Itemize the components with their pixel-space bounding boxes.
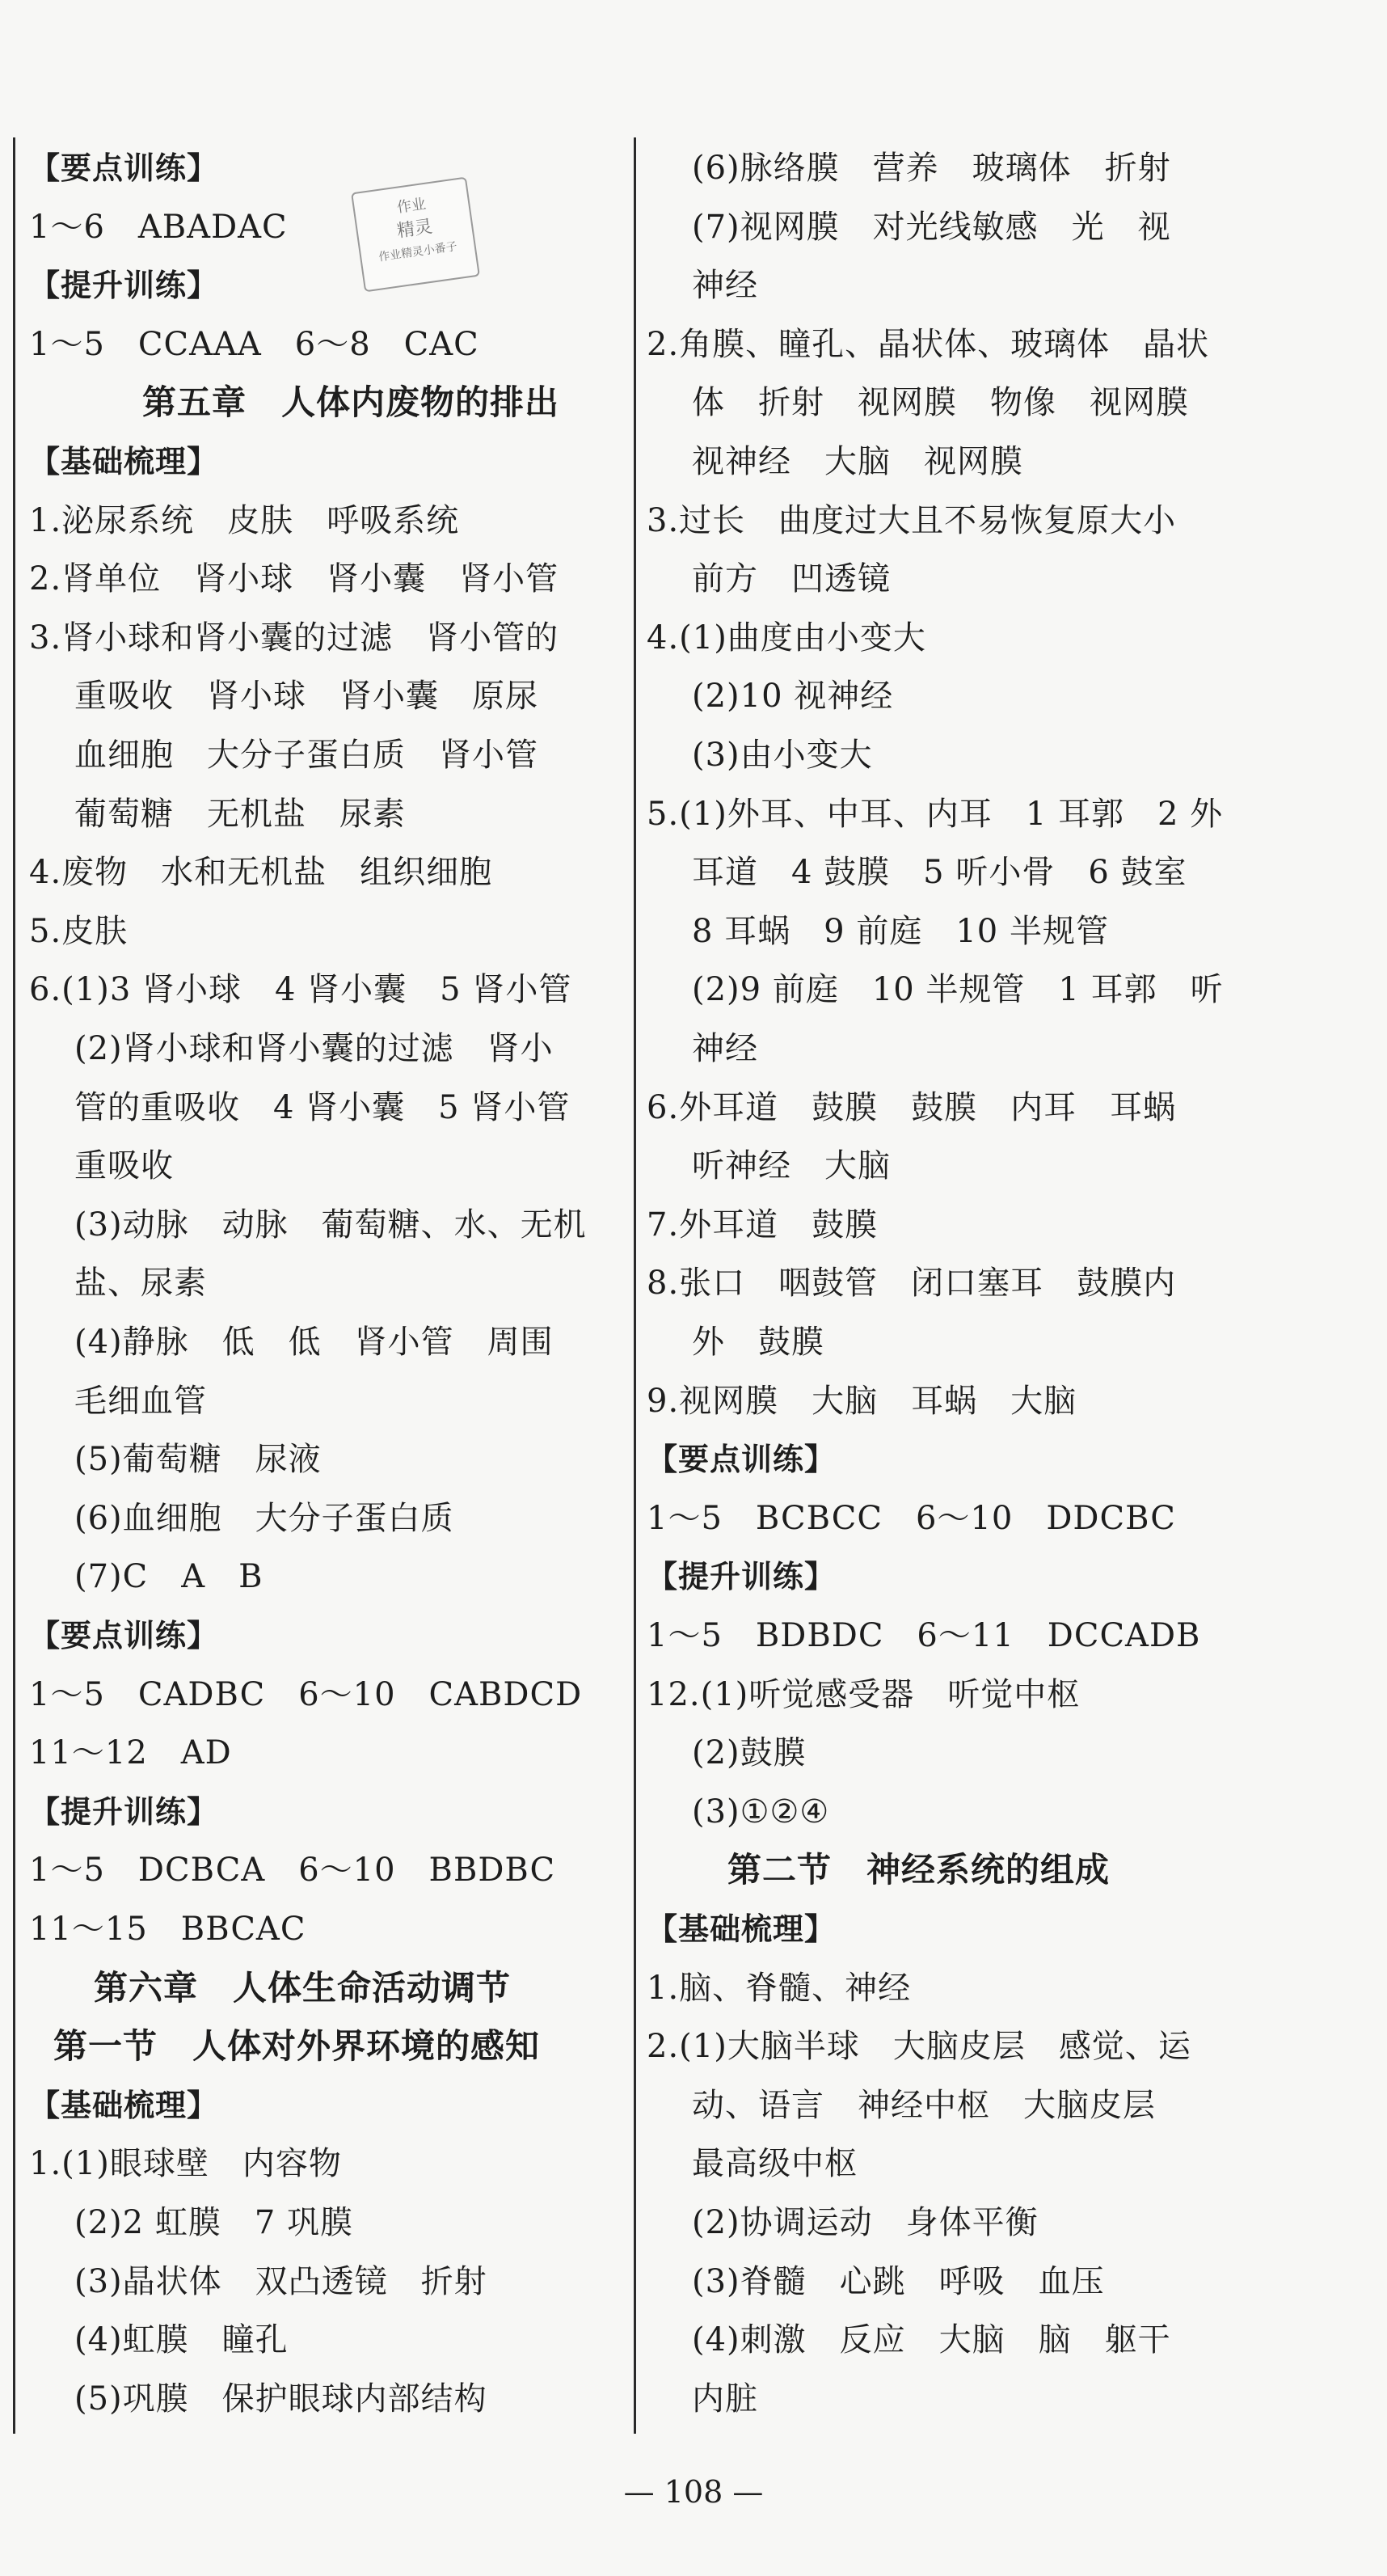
left-line-27: 11～12 AD (29, 1734, 232, 1772)
left-line-31: 第六章 人体生命活动调节 (94, 1967, 512, 2008)
right-line-36: (3)脊髓 心跳 呼吸 血压 (692, 2262, 1105, 2300)
left-line-16: 管的重吸收 4 肾小囊 5 肾小管 (74, 1088, 571, 1126)
page-number: — 108 — (623, 2474, 764, 2510)
left-line-32: 第一节 人体对外界环境的感知 (53, 2026, 541, 2067)
right-line-22: 【要点训练】 (647, 1442, 837, 1478)
right-line-1: (7)视网膜 对光线敏感 光 视 (692, 208, 1171, 246)
left-line-12: 4.废物 水和无机盐 组织细胞 (29, 854, 493, 892)
left-line-37: (4)虹膜 瞳孔 (74, 2321, 289, 2359)
right-line-38: 内脏 (692, 2380, 758, 2418)
left-line-22: (5)葡萄糖 尿液 (74, 1441, 322, 1479)
left-border-rule (13, 137, 15, 2434)
left-line-35: (2)2 虹膜 7 巩膜 (74, 2204, 353, 2241)
left-line-25: 【要点训练】 (29, 1618, 219, 1653)
left-line-28: 【提升训练】 (29, 1793, 219, 1830)
right-line-27: (2)鼓膜 (692, 1734, 807, 1772)
right-line-7: 前方 凹透镜 (692, 560, 891, 598)
right-line-35: (2)协调运动 身体平衡 (692, 2204, 1039, 2241)
right-line-12: 耳道 4 鼓膜 5 听小骨 6 鼓室 (692, 854, 1187, 892)
left-line-15: (2)肾小球和肾小囊的过滤 肾小 (74, 1030, 554, 1067)
right-line-34: 最高级中枢 (692, 2145, 858, 2183)
left-line-18: (3)动脉 动脉 葡萄糖、水、无机 (74, 1206, 587, 1244)
left-line-26: 1～5 CADBC 6～10 CABDCD (29, 1675, 583, 1713)
right-line-8: 4.(1)曲度由小变大 (647, 619, 926, 657)
left-line-34: 1.(1)眼球壁 内容物 (29, 2145, 342, 2183)
right-line-23: 1～5 BCBCC 6～10 DDCBC (647, 1499, 1176, 1537)
left-line-38: (5)巩膜 保护眼球内部结构 (74, 2380, 487, 2418)
right-line-31: 1.脑、脊髓、神经 (647, 1969, 912, 2007)
stamp-line-2: 精灵 (395, 217, 434, 243)
right-line-18: 7.外耳道 鼓膜 (647, 1206, 879, 1244)
stamp-line-1: 作业 (395, 195, 428, 217)
stamp-line-3: 作业精灵小番子 (377, 240, 458, 264)
left-line-10: 血细胞 大分子蛋白质 肾小管 (74, 737, 538, 774)
right-line-21: 9.视网膜 大脑 耳蜗 大脑 (647, 1382, 1077, 1420)
right-line-19: 8.张口 咽鼓管 闭口塞耳 鼓膜内 (647, 1265, 1177, 1303)
left-line-13: 5.皮肤 (29, 912, 129, 950)
left-line-9: 重吸收 肾小球 肾小囊 原尿 (74, 678, 538, 716)
left-line-2: 【提升训练】 (29, 268, 219, 304)
right-line-3: 2.角膜、瞳孔、晶状体、玻璃体 晶状 (647, 325, 1210, 363)
left-line-4: 第五章 人体内废物的排出 (142, 382, 560, 423)
right-line-16: 6.外耳道 鼓膜 鼓膜 内耳 耳蜗 (647, 1088, 1177, 1126)
right-line-13: 8 耳蜗 9 前庭 10 半规管 (692, 912, 1109, 950)
right-line-11: 5.(1)外耳、中耳、内耳 1 耳郭 2 外 (647, 795, 1224, 833)
right-line-4: 体 折射 视网膜 物像 视网膜 (692, 384, 1189, 422)
left-line-11: 葡萄糖 无机盐 尿素 (74, 795, 406, 833)
left-line-7: 2.肾单位 肾小球 肾小囊 肾小管 (29, 560, 559, 598)
watermark-stamp (351, 177, 480, 293)
right-line-29: 第二节 神经系统的组成 (727, 1850, 1111, 1890)
right-line-14: (2)9 前庭 10 半规管 1 耳郭 听 (692, 971, 1224, 1009)
left-line-33: 【基础梳理】 (29, 2087, 219, 2123)
left-line-19: 盐、尿素 (74, 1265, 207, 1303)
right-line-28: (3)①②④ (692, 1793, 830, 1831)
right-line-25: 1～5 BDBDC 6～11 DCCADB (647, 1617, 1201, 1654)
right-line-6: 3.过长 曲度过大且不易恢复原大小 (647, 501, 1177, 539)
right-line-33: 动、语言 神经中枢 大脑皮层 (692, 2086, 1156, 2124)
right-line-2: 神经 (692, 267, 758, 305)
right-line-32: 2.(1)大脑半球 大脑皮层 感觉、运 (647, 2028, 1191, 2066)
right-line-10: (3)由小变大 (692, 737, 873, 774)
column-divider (634, 137, 636, 2434)
right-line-37: (4)刺激 反应 大脑 脑 躯干 (692, 2321, 1171, 2359)
right-line-15: 神经 (692, 1030, 758, 1067)
left-line-14: 6.(1)3 肾小球 4 肾小囊 5 肾小管 (29, 971, 572, 1009)
right-line-17: 听神经 大脑 (692, 1147, 891, 1185)
left-line-23: (6)血细胞 大分子蛋白质 (74, 1499, 454, 1537)
left-line-3: 1～5 CCAAA 6～8 CAC (29, 325, 479, 363)
right-line-9: (2)10 视神经 (692, 678, 894, 716)
right-line-24: 【提升训练】 (647, 1559, 837, 1595)
left-line-5: 【基础梳理】 (29, 444, 219, 479)
left-line-24: (7)C A B (74, 1558, 263, 1596)
right-line-5: 视神经 大脑 视网膜 (692, 443, 1023, 480)
left-line-17: 重吸收 (74, 1147, 174, 1185)
left-line-21: 毛细血管 (74, 1382, 207, 1420)
left-line-6: 1.泌尿系统 皮肤 呼吸系统 (29, 501, 460, 539)
left-line-29: 1～5 DCBCA 6～10 BBDBC (29, 1852, 556, 1890)
left-line-36: (3)晶状体 双凸透镜 折射 (74, 2262, 487, 2300)
right-line-30: 【基础梳理】 (647, 1911, 837, 1947)
right-line-26: 12.(1)听觉感受器 听觉中枢 (647, 1675, 1081, 1713)
left-line-1: 1～6 ABADAC (29, 208, 288, 246)
right-line-20: 外 鼓膜 (692, 1324, 824, 1361)
left-line-30: 11～15 BBCAC (29, 1911, 306, 1948)
left-line-0: 【要点训练】 (29, 150, 219, 186)
right-line-0: (6)脉络膜 营养 玻璃体 折射 (692, 150, 1171, 187)
left-line-20: (4)静脉 低 低 肾小管 周围 (74, 1324, 554, 1361)
left-line-8: 3.肾小球和肾小囊的过滤 肾小管的 (29, 619, 559, 657)
